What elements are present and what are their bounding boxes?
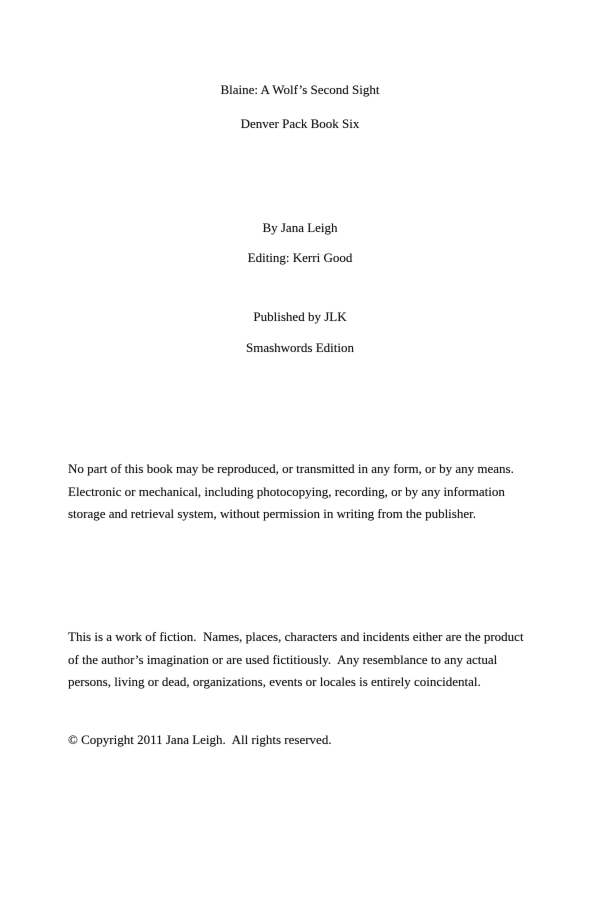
rights-notice-line-1: No part of this book may be reproduced, or transmitted in any form, or by any means.: [68, 461, 514, 476]
series-title: Denver Pack Book Six: [240, 116, 360, 131]
rights-notice-paragraph: [68, 458, 548, 526]
author-byline: By Jana Leigh: [262, 220, 338, 235]
fiction-disclaimer-paragraph: [68, 626, 548, 694]
editor-credit: Editing: Kerri Good: [247, 250, 353, 265]
copyright-notice: © Copyright 2011 Jana Leigh. All rights reserved.: [68, 732, 332, 747]
rights-notice-line-2: Electronic or mechanical, including photocopying, recording, or by any information: [68, 483, 505, 499]
fiction-disclaimer-line-1: This is a work of fiction. Names, places, characters and incidents either are the product: [68, 629, 524, 644]
publisher-credit: Published by JLK: [253, 309, 347, 324]
fiction-disclaimer-line-3: persons, living or dead, organizations, events or locales is entirely coincidental.: [68, 674, 481, 689]
edition-label: Smashwords Edition: [246, 340, 354, 355]
rights-notice-line-3: storage and retrieval system, without permission in writing from the publisher.: [68, 506, 476, 521]
book-title: Blaine: A Wolf’s Second Sight: [220, 82, 380, 97]
fiction-disclaimer-line-2: of the author’s imagination or are used fictitiously. Any resemblance to any actual: [68, 651, 498, 667]
